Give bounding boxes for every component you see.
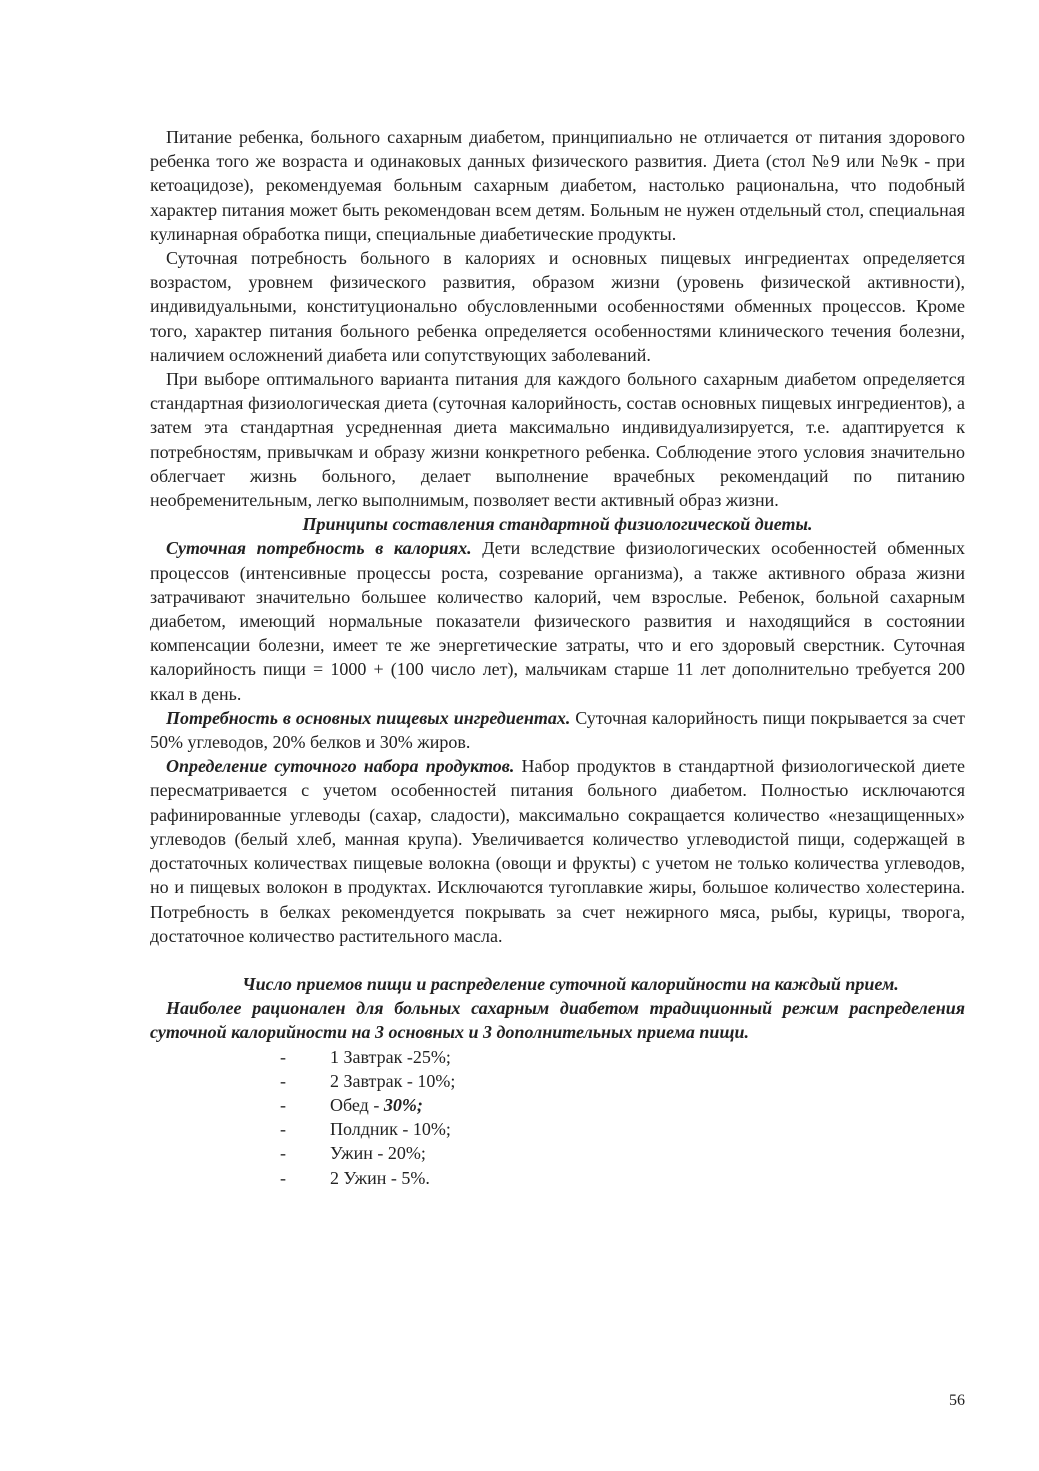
meal-text: Ужин - 20%; xyxy=(330,1143,426,1164)
list-dash: - xyxy=(280,1119,286,1140)
products-lead: Определение суточного набора продуктов. xyxy=(166,756,515,777)
meal-text: 1 Завтрак -25%; xyxy=(330,1046,451,1067)
ingredients-text: Суточная калорийность пищи покрывается за счет 50% углеводов, 20% белков и 30% жиров. xyxy=(150,707,965,753)
list-dash: - xyxy=(280,1094,286,1115)
list-dash: - xyxy=(280,1143,286,1164)
meal-text: 2 Ужин - 5%. xyxy=(330,1167,430,1188)
list-item xyxy=(150,1093,965,1117)
calories-text: Дети вследствие физиологических особенностей обменных процессов (интенсивные процессы роста, созревание организма), а также активного образа жизни затрачивают значительно большее количество калорий, чем взрослые. Ребенок, больной сахарным диабетом, имеющий нормальные показатели физического развития и находящийся в состоянии компенсации болезни, имеет те же энергетические затраты, что и его здоровый сверстник. Суточная калорийность пищи = 1000 + (100 число лет), мальчикам старше 11 лет дополнительно требуется 200 ккал в день. xyxy=(150,538,966,704)
paragraph-ingredients xyxy=(150,706,965,754)
ingredients-lead: Потребность в основных пищевых ингредиентах. xyxy=(166,707,571,728)
paragraph-meal-regime: Наиболее рационален для больных сахарным диабетом традиционный режим распределения суточной калорийности на 3 основных и 3 дополнительных приема пищи. xyxy=(150,998,965,1043)
list-item xyxy=(150,1117,965,1141)
list-dash: - xyxy=(280,1046,286,1067)
list-item xyxy=(150,1141,965,1165)
meal-text: Обед - xyxy=(330,1094,384,1115)
paragraph-daily-needs: Суточная потребность больного в калориях и основных пищевых ингредиентах определяется возрастом, уровнем физического развития, образом жизни (уровень физической активности), индивидуальными, конституционально обусловленными особенностями обменных процессов. Кроме того, характер питания больного ребенка определяется особенностями клинического течения болезни, наличием осложнений диабета или сопутствующих заболеваний. xyxy=(150,248,965,365)
list-item xyxy=(150,1045,965,1069)
section-heading-principles: Принципы составления стандартной физиологической диеты. xyxy=(302,514,813,535)
list-dash: - xyxy=(280,1167,286,1188)
meal-list xyxy=(150,1045,965,1190)
meal-text: 2 Завтрак - 10%; xyxy=(330,1070,456,1091)
list-item xyxy=(150,1166,965,1190)
spacer xyxy=(150,948,965,972)
paragraph-calories xyxy=(150,536,965,705)
calories-lead: Суточная потребность в калориях. xyxy=(166,538,472,559)
page-body xyxy=(150,125,965,1190)
paragraph-products xyxy=(150,754,965,948)
paragraph-optimal-choice: При выборе оптимального варианта питания для каждого больного сахарным диабетом определяется стандартная физиологическая диета (суточная калорийность, состав основных пищевых ингредиентов), а затем эта стандартная усредненная диета максимально индивидуализируется, т.е. адаптируется к потребностям, привычкам и образу жизни конкретного ребенка. Соблюдение этого условия значительно облегчает жизнь больного, делает выполнение врачебных рекомендаций по питанию необременительным, легко выполнимым, позволяет вести активный образ жизни. xyxy=(150,369,965,511)
paragraph-diet-overview: Питание ребенка, больного сахарным диабетом, принципиально не отличается от питания здорового ребенка того же возраста и одинаковых данных физического развития. Диета (стол №9 или №9к - при кетоацидозе), рекомендуемая больным сахарным диабетом, настолько рациональна, что подобный характер питания может быть рекомендован всем детям. Больным не нужен отдельный стол, специальная кулинарная обработка пищи, специальные диабетические продукты. xyxy=(150,127,965,244)
list-dash: - xyxy=(280,1070,286,1091)
meal-percent-bold: 30%; xyxy=(383,1094,423,1115)
page-number: 56 xyxy=(949,1392,965,1409)
meal-text: Полдник - 10%; xyxy=(330,1119,451,1140)
list-item xyxy=(150,1069,965,1093)
products-text: Набор продуктов в стандартной физиологической диете пересматривается с учетом особенностей питания больного диабетом. Полностью исключаются рафинированные углеводы (сахар, сладости), максимально сокращается количество «незащищенных» углеводов (белый хлеб, манная крупа). Увеличивается количество углеводистой пищи, содержащей в достаточных количествах пищевые волокна (овощи и фрукты) с учетом не только количества углеводов, но и пищевых волокон в продуктах. Исключаются тугоплавкие жиры, большое количество холестерина. Потребность в белках рекомендуется покрывать за счет нежирного мяса, рыбы, курицы, творога, достаточное количество растительного масла. xyxy=(150,756,965,946)
section-heading-meals: Число приемов пищи и распределение суточной калорийности на каждый прием. xyxy=(242,973,899,994)
